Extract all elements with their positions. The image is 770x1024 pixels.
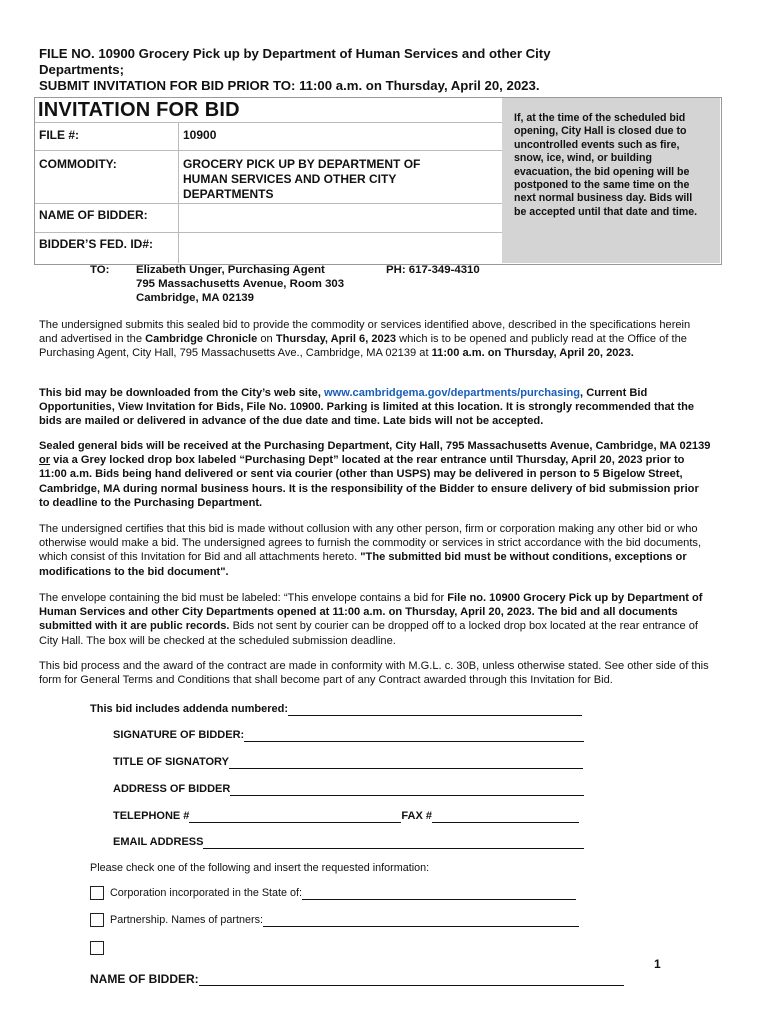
corporation-state-input[interactable] [302,887,576,900]
corporation-checkbox[interactable] [90,886,104,900]
page-number: 1 [654,957,661,971]
fed-id-label: BIDDER’S FED. ID#: [39,237,154,251]
addenda-input[interactable] [288,703,582,716]
title-input[interactable] [229,756,583,769]
bidder-name-label: NAME OF BIDDER: [39,208,148,222]
third-option [90,941,110,955]
closure-notice: If, at the time of the scheduled bid opening, City Hall is closed due to uncontrolled events such as fire, snow, ice, wind, or building evacuation, the bid opening will be postponed to the same time on the next normal business day. Bids will be accepted until that date and time. [514,112,698,218]
paragraph-mgl: This bid process and the award of the contract are made in conformity with M.G.L. c. 30B, unless otherwise stated. See other side of this form for General Terms and Conditions that shall become part of any Contract awarded through this Invitation for Bid. [39,660,709,687]
telephone-input[interactable] [189,810,401,823]
row-divider [35,150,502,151]
header-line-1: FILE NO. 10900 Grocery Pick up by Department of Human Services and other City [39,46,551,61]
check-prompt: Please check one of the following and insert the requested information: [90,862,430,874]
partners-input[interactable] [263,914,579,927]
page-title: INVITATION FOR BID [38,99,240,121]
document-header [39,46,599,94]
address-input[interactable] [230,783,584,796]
file-label: FILE #: [39,128,80,142]
recipient-phone: PH: 617-349-4310 [386,264,480,276]
partnership-option: Partnership. Names of partners: [90,913,579,927]
recipient-address: Elizabeth Unger, Purchasing Agent 795 Massachusetts Avenue, Room 303 Cambridge, MA 02139 [136,264,345,305]
commodity-value: GROCERY PICK UP BY DEPARTMENT OF HUMAN SERVICES AND OTHER CITY DEPARTMENTS [183,157,421,201]
addenda-field: This bid includes addenda numbered: [90,702,582,716]
title-field: TITLE OF SIGNATORY [113,755,583,769]
file-value: 10900 [183,128,217,142]
row-divider [35,122,502,123]
purchasing-website-link[interactable]: www.cambridgema.gov/departments/purchasing [324,387,581,399]
row-divider [35,203,502,204]
telephone-fax-field: TELEPHONE # FAX # [113,809,579,823]
header-line-3: SUBMIT INVITATION FOR BID PRIOR TO: 11:00 a.m. on Thursday, April 20, 2023. [39,78,540,93]
paragraph-submission: The undersigned submits this sealed bid to provide the commodity or services identified above, described in the specifications herein and advertised in the Cambridge Chronicle on Thursday, April 6, 2023 which is to be opened and publicly read at the Office of the Purchasing Agent, City Hall, 795 Massachusetts Ave., Cambridge, MA 02139 at 11:00 a.m. on Thursday, April 20, 2023. [39,319,691,360]
address-field: ADDRESS OF BIDDER [113,782,584,796]
name-of-bidder-field: NAME OF BIDDER: [90,972,624,986]
signature-input[interactable] [244,729,584,742]
paragraph-envelope: The envelope containing the bid must be labeled: “This envelope contains a bid for File no. 10900 Grocery Pick up by Department of Human Services and other City Departments opened at 11:00 a.m. on Thursday, April 20, 2023. The bid and all documents submitted with it are public records. Bids not sent by courier can be dropped off to a locked drop box located at the rear entrance of City Hall. The box will be checked at the scheduled submission deadline. [39,592,703,647]
paragraph-sealed-bids: Sealed general bids will be received at the Purchasing Department, City Hall, 795 Massachusetts Avenue, Cambridge, MA 02139 or via a Grey locked drop box labeled “Purchasing Dept” located at the rear entrance until Thursday, April 20, 2023 prior to 11:00 a.m. Bids being hand delivered or sent via courier (other than USPS) may be delivered in person to 5 Bigelow Street, Cambridge, MA during normal business hours. It is the responsibility of the Bidder to ensure delivery of bid submission prior to deadline to the Purchasing Department. [39,440,711,509]
email-field: EMAIL ADDRESS [113,835,584,849]
commodity-label: COMMODITY: [39,157,117,171]
corporation-option: Corporation incorporated in the State of: [90,886,576,900]
paragraph-certification: The undersigned certifies that this bid is made without collusion with any other person, firm or corporation making any other bid or who otherwise would make a bid. The undersigned agrees to furnish the commodity or services in strict accordance with the bid documents, which consist of this Invitation for Bid and all attachments hereto. "The submitted bid must be without conditions, exceptions or modifications to the bid document". [39,523,702,578]
fax-input[interactable] [432,810,579,823]
header-line-2: Departments; [39,62,125,77]
name-of-bidder-input[interactable] [199,973,624,986]
signature-field: SIGNATURE OF BIDDER: [113,728,584,742]
column-divider [178,122,179,263]
to-label: TO: [90,264,110,276]
row-divider [35,232,502,233]
paragraph-download: This bid may be downloaded from the City’s web site, www.cambridgema.gov/departments/purchasing, Current Bid Opportunities, View Invitation for Bids, File No. 10900. Parking is limited at this location. It is strongly recommended that the bids are mailed or delivered in advance of the due date and time. Late bids will not be accepted. [39,387,695,428]
partnership-checkbox[interactable] [90,913,104,927]
email-input[interactable] [203,836,584,849]
third-checkbox[interactable] [90,941,104,955]
